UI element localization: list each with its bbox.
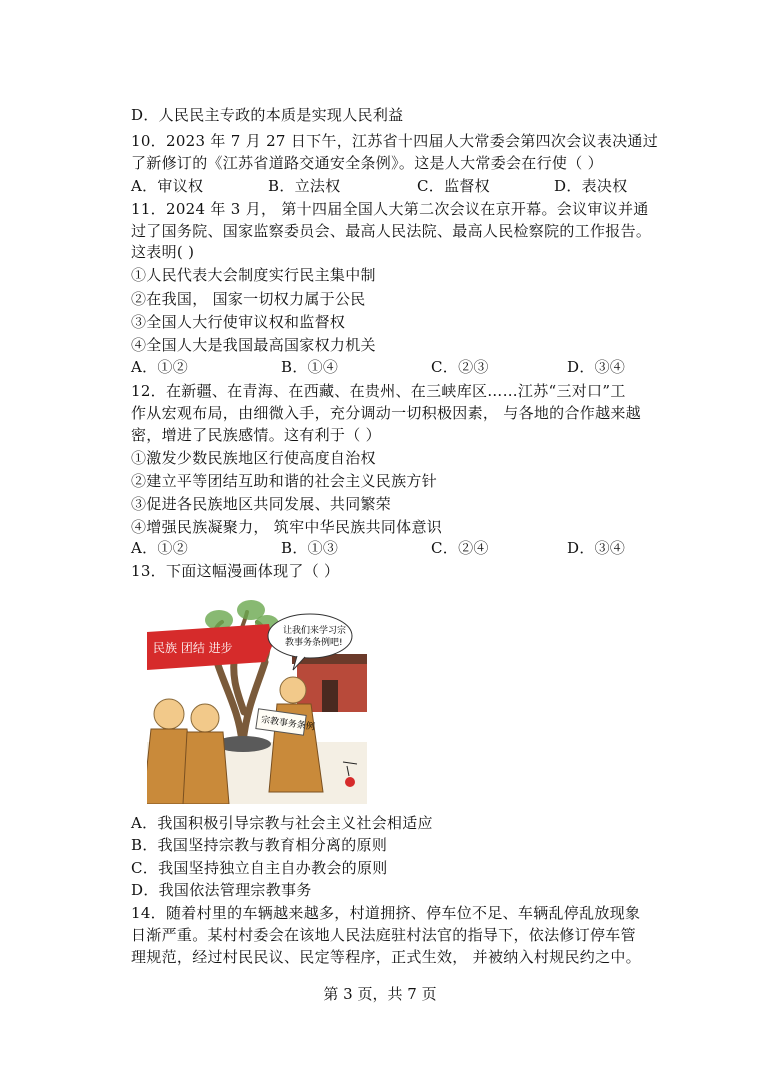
q13-option-d: D．我国依法管理宗教事务 — [131, 881, 312, 899]
q11-option-a: A．①② — [131, 358, 189, 376]
q10-stem-line-1: 10．2023 年 7 月 27 日下午，江苏省十四届人大常委会第四次会议表决通过 — [131, 132, 659, 150]
q11-stem-line-3: 这表明( ) — [131, 243, 195, 261]
q10-option-d: D．表决权 — [554, 177, 628, 195]
monk-left-2-head — [191, 704, 219, 732]
q14-stem-line-1: 14．随着村里的车辆越来越多，村道拥挤、停车位不足、车辆乱停乱放现象 — [131, 904, 641, 922]
q12-option-c: C．②④ — [431, 539, 489, 557]
q11-option-b: B．①④ — [281, 358, 339, 376]
q11-statement-1: ①人民代表大会制度实行民主集中制 — [131, 266, 376, 284]
q11-option-d: D．③④ — [567, 358, 626, 376]
q11-stem-line-1: 11．2024 年 3 月， 第十四届全国人大第二次会议在京开幕。会议审议并通 — [131, 200, 649, 218]
artist-seal — [345, 777, 355, 787]
page-footer: 第 3 页，共 7 页 — [323, 985, 437, 1003]
q9-option-d: D．人民民主专政的本质是实现人民利益 — [131, 106, 404, 124]
q14-stem-line-3: 理规范，经过村民民议、民定等程序，正式生效， 并被纳入村规民约之中。 — [131, 948, 641, 966]
q12-statement-3: ③促进各民族地区共同发展、共同繁荣 — [131, 495, 392, 513]
q12-stem-line-3: 密，增进了民族感情。这有利于（ ） — [131, 426, 381, 444]
scroll-text: 宗教事务条例 — [260, 715, 316, 733]
q10-option-c: C．监督权 — [417, 177, 490, 195]
q12-option-b: B．①③ — [281, 539, 339, 557]
q10-option-b: B．立法权 — [268, 177, 341, 195]
q11-stem-line-2: 过了国务院、国家监察委员会、最高人民法院、最高人民检察院的工作报告。 — [131, 222, 652, 240]
monk-left-1-head — [154, 699, 184, 729]
q11-statement-2: ②在我国， 国家一切权力属于公民 — [131, 290, 366, 308]
cartoon-image — [147, 592, 367, 804]
speech-line-2: 教事务条例吧! — [285, 638, 343, 648]
q11-option-c: C．②③ — [431, 358, 489, 376]
q11-statement-4: ④全国人大是我国最高国家权力机关 — [131, 336, 376, 354]
q12-stem-line-2: 作从宏观布局，由细微入手，充分调动一切积极因素， 与各地的合作越来越 — [131, 404, 641, 422]
q12-statement-2: ②建立平等团结互助和谐的社会主义民族方针 — [131, 472, 438, 490]
banner-text: 民族 团结 进步 — [153, 641, 233, 655]
q14-stem-line-2: 日渐严重。某村村委会在该地人民法庭驻村法官的指导下，依法修订停车管 — [131, 926, 636, 944]
speech-bubble — [268, 614, 352, 658]
q13-option-a: A．我国积极引导宗教与社会主义社会相适应 — [131, 814, 433, 832]
speech-line-1: 让我们来学习宗 — [283, 626, 347, 636]
q13-option-c: C．我国坚持独立自主自办教会的原则 — [131, 859, 388, 877]
q13-stem: 13．下面这幅漫画体现了（ ） — [131, 562, 340, 580]
gate-door — [322, 680, 338, 712]
monk-speaker-head — [280, 677, 306, 703]
q10-stem-line-2: 了新修订的《江苏省道路交通安全条例》。这是人大常委会在行使（ ） — [131, 154, 603, 172]
q12-statement-4: ④增强民族凝聚力， 筑牢中华民族共同体意识 — [131, 518, 443, 536]
q12-option-d: D．③④ — [567, 539, 626, 557]
q12-option-a: A．①② — [131, 539, 189, 557]
q12-stem-line-1: 12．在新疆、在青海、在西藏、在贵州、在三峡库区……江苏“三对口”工 — [131, 382, 626, 400]
q10-option-a: A．审议权 — [131, 177, 204, 195]
monk-left-2-robe — [183, 732, 229, 804]
q11-statement-3: ③全国人大行使审议权和监督权 — [131, 313, 346, 331]
q12-statement-1: ①激发少数民族地区行使高度自治权 — [131, 449, 376, 467]
q13-option-b: B．我国坚持宗教与教育相分离的原则 — [131, 836, 388, 854]
